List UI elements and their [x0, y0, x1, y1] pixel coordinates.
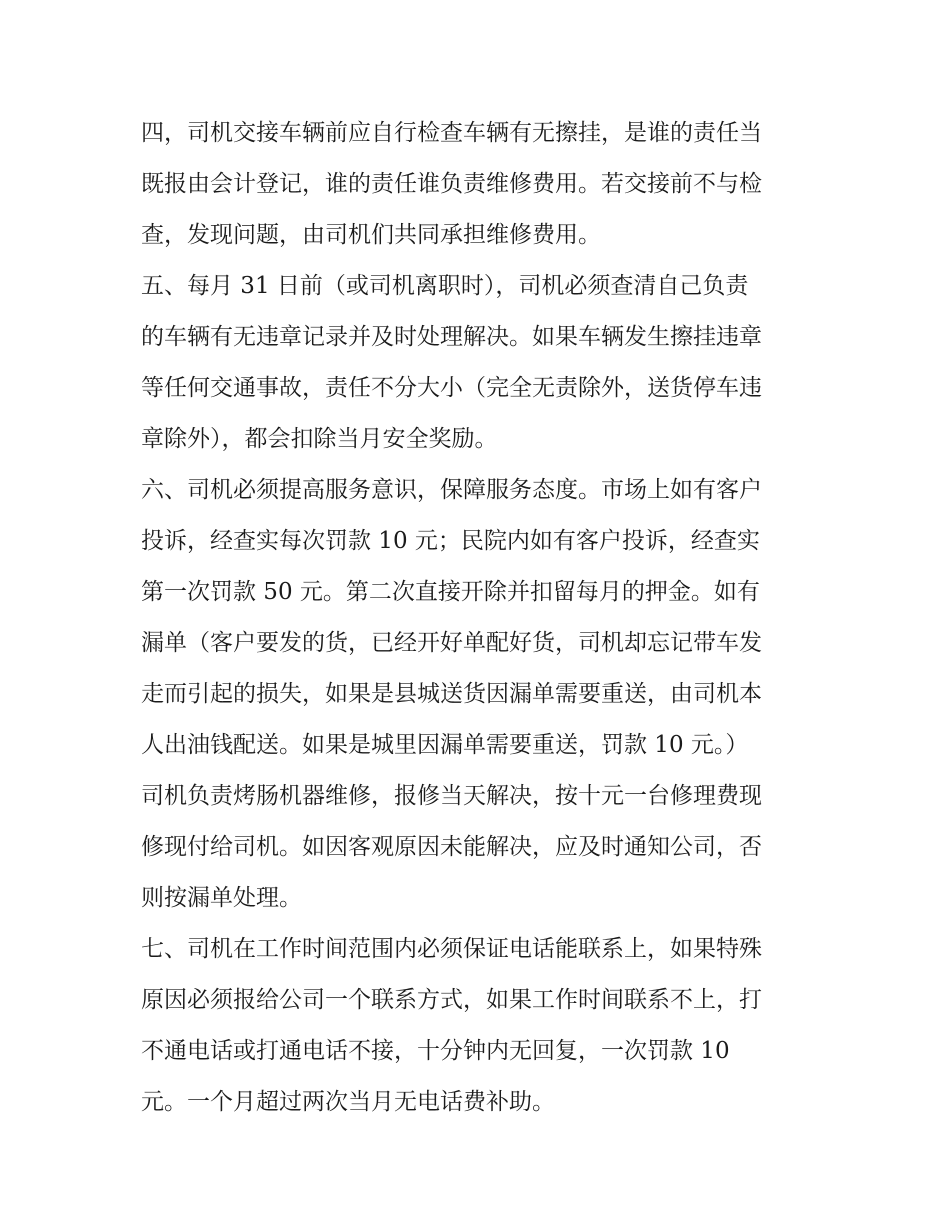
text-line: 元。一个月超过两次当月无电话费补助。 [141, 1089, 555, 1115]
text-line: 四，司机交接车辆前应自行检查车辆有无擦挂，是谁的责任当 [141, 120, 762, 146]
text-line: 修现付给司机。如因客观原因未能解决，应及时通知公司，否 [141, 834, 762, 860]
text-line: 司机负责烤肠机器维修，报修当天解决，按十元一台修理费现 [141, 783, 762, 809]
text-line: 漏单（客户要发的货，已经开好单配好货，司机却忘记带车发 [141, 630, 762, 656]
body-text [141, 108, 821, 1128]
text-line: 等任何交通事故，责任不分大小（完全无责除外，送货停车违 [141, 375, 762, 401]
text-line: 七、司机在工作时间范围内必须保证电话能联系上，如果特殊 [141, 936, 762, 962]
text-line: 的车辆有无违章记录并及时处理解决。如果车辆发生擦挂违章 [141, 324, 762, 350]
text-line: 既报由会计登记，谁的责任谁负责维修费用。若交接前不与检 [141, 171, 762, 197]
text-line: 人出油钱配送。如果是城里因漏单需要重送，罚款 10 元。） [141, 732, 749, 758]
text-line: 不通电话或打通电话不接，十分钟内无回复，一次罚款 10 [141, 1038, 730, 1064]
text-line: 则按漏单处理。 [141, 885, 302, 911]
text-line: 章除外），都会扣除当月安全奖励。 [141, 426, 498, 452]
text-line: 走而引起的损失，如果是县城送货因漏单需要重送，由司机本 [141, 681, 762, 707]
text-line: 原因必须报给公司一个联系方式，如果工作时间联系不上，打 [141, 987, 762, 1013]
text-line: 查，发现问题，由司机们共同承担维修费用。 [141, 222, 601, 248]
text-line: 投诉，经查实每次罚款 10 元；民院内如有客户投诉，经查实 [141, 528, 760, 554]
text-line: 五、每月 31 日前（或司机离职时），司机必须查清自己负责 [141, 273, 749, 299]
text-line: 六、司机必须提高服务意识，保障服务态度。市场上如有客户 [141, 477, 762, 503]
text-line: 第一次罚款 50 元。第二次直接开除并扣留每月的押金。如有 [141, 579, 760, 605]
